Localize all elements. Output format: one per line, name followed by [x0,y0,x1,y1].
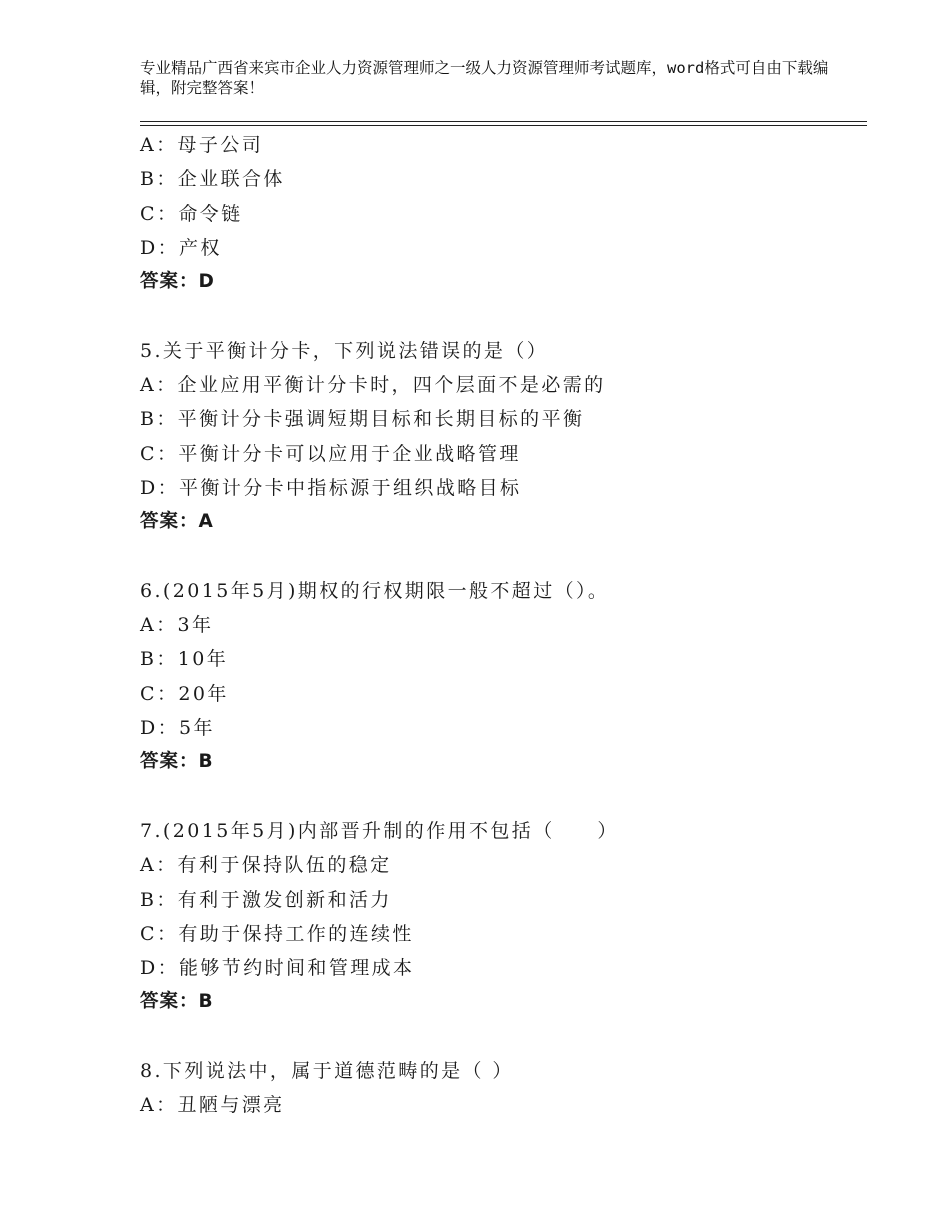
question-text: 7.(2015年5月)内部晋升制的作用不包括（ ） [140,819,619,842]
option-b: B：平衡计分卡强调短期目标和长期目标的平衡 [140,408,585,431]
option-b: B：企业联合体 [140,168,285,191]
option-c: C：平衡计分卡可以应用于企业战略管理 [140,442,521,465]
option-a: A：3年 [140,614,214,637]
option-c: C：有助于保持工作的连续性 [140,922,414,945]
option-d: D：能够节约时间和管理成本 [140,957,415,980]
header-divider-top [140,121,867,122]
question-text: 8.下列说法中，属于道德范畴的是（ ） [140,1060,514,1083]
option-a: A：有利于保持队伍的稳定 [140,854,392,877]
spacer [140,299,860,333]
document-header: 专业精品广西省来宾市企业人力资源管理师之一级人力资源管理师考试题库，word格式可自由下载编辑，附完整答案！ [140,59,829,97]
answer-line: 答案：B [140,751,214,773]
option-c: C：命令链 [140,202,243,225]
option-a: A：企业应用平衡计分卡时，四个层面不是必需的 [140,374,606,397]
option-a: A：丑陋与漂亮 [140,1094,285,1117]
option-b: B：10年 [140,648,229,671]
question-4-block [140,128,860,299]
spacer [140,540,860,574]
question-7-block [140,814,860,1020]
question-list [140,128,860,1123]
header-divider-bottom [140,125,867,126]
answer-line: 答案：A [140,511,214,533]
option-b: B：有利于激发创新和活力 [140,888,392,911]
question-5-block [140,334,860,540]
answer-line: 答案：D [140,271,215,293]
question-8-block [140,1054,860,1123]
spacer [140,1020,860,1054]
option-d: D：平衡计分卡中指标源于组织战略目标 [140,476,522,499]
option-d: D：5年 [140,717,215,740]
option-c: C：20年 [140,682,229,705]
option-a: A：母子公司 [140,134,264,156]
answer-line: 答案：B [140,991,214,1013]
option-d: D：产权 [140,236,222,259]
question-text: 5.关于平衡计分卡，下列说法错误的是（） [140,339,549,362]
question-6-block [140,574,860,780]
question-text: 6.(2015年5月)期权的行权期限一般不超过（）。 [140,579,610,602]
spacer [140,780,860,814]
